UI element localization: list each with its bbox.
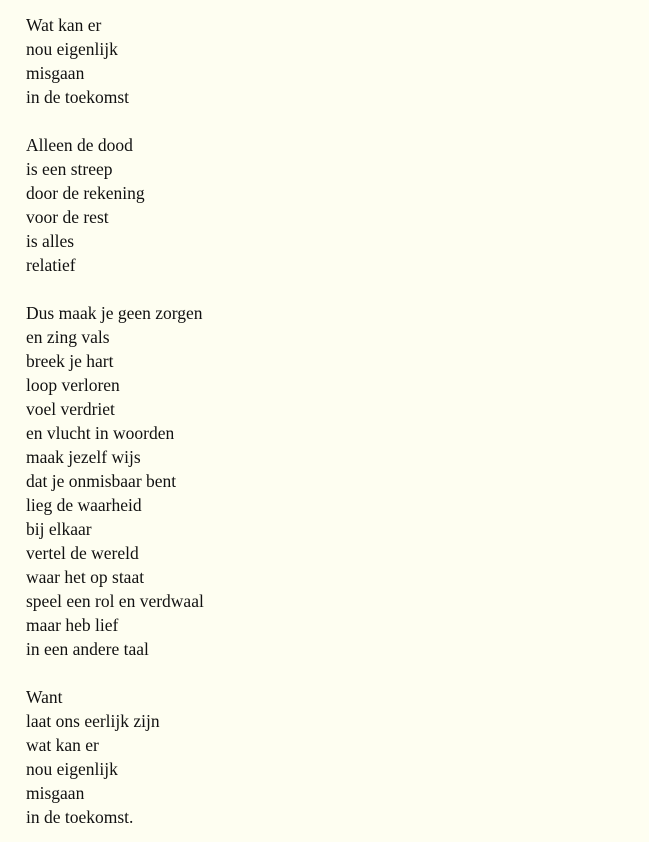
poem-line: dat je onmisbaar bent [26, 471, 177, 491]
poem-line: misgaan [26, 783, 85, 803]
poem-line: lieg de waarheid [26, 495, 142, 515]
poem-line: nou eigenlijk [26, 39, 118, 59]
poem-line: loop verloren [26, 375, 120, 395]
stanza-1 [26, 13, 626, 109]
poem-line: relatief [26, 255, 76, 275]
poem-line: en zing vals [26, 327, 110, 347]
poem-line: in de toekomst. [26, 807, 134, 827]
poem-line: Dus maak je geen zorgen [26, 303, 203, 323]
poem-line: wat kan er [26, 735, 99, 755]
poem-line: voor de rest [26, 207, 109, 227]
poem-line: is alles [26, 231, 75, 251]
stanza-3 [26, 301, 626, 661]
poem-line: vertel de wereld [26, 543, 139, 563]
poem-line: speel een rol en verdwaal [26, 591, 204, 611]
poem-line: maak jezelf wijs [26, 447, 141, 467]
poem-line: in de toekomst [26, 87, 130, 107]
poem-line: in een andere taal [26, 639, 149, 659]
poem-line: Want [26, 687, 63, 707]
poem-line: waar het op staat [26, 567, 145, 587]
poem-line: misgaan [26, 63, 85, 83]
poem-line: Wat kan er [26, 15, 102, 35]
poem-line: door de rekening [26, 183, 145, 203]
poem-line: nou eigenlijk [26, 759, 118, 779]
poem [26, 13, 626, 829]
poem-line: Alleen de dood [26, 135, 133, 155]
poem-line: bij elkaar [26, 519, 92, 539]
poem-line: maar heb lief [26, 615, 119, 635]
poem-line: breek je hart [26, 351, 114, 371]
poem-line: en vlucht in woorden [26, 423, 175, 443]
stanza-2 [26, 133, 626, 277]
poem-line: is een streep [26, 159, 113, 179]
poem-line: voel verdriet [26, 399, 115, 419]
poem-line: laat ons eerlijk zijn [26, 711, 160, 731]
stanza-4 [26, 685, 626, 829]
